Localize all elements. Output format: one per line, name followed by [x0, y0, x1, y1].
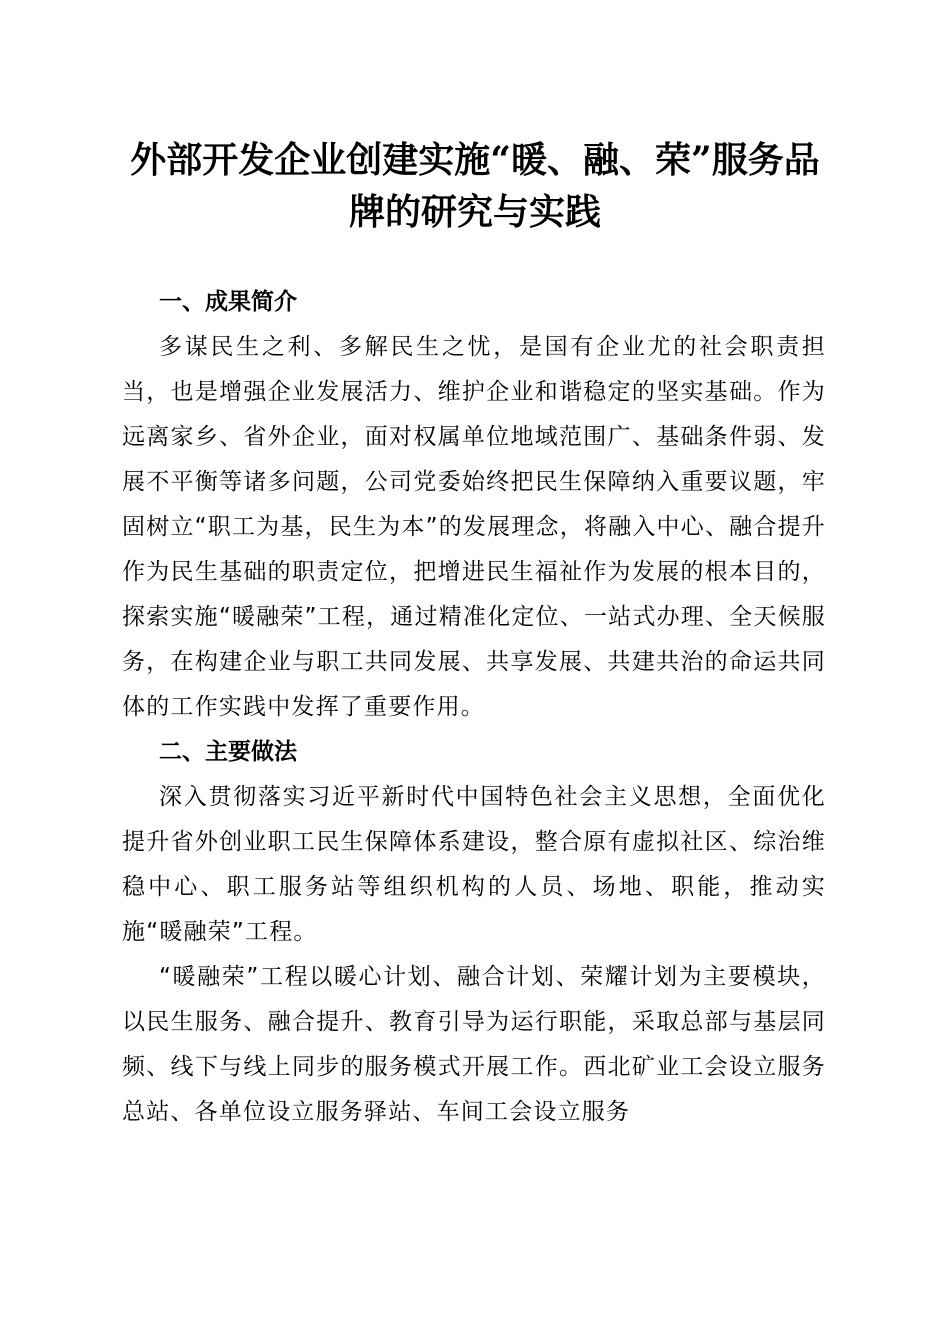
section-heading-methods: 二、主要做法	[159, 739, 297, 765]
document-title	[90, 134, 860, 238]
summary-paragraph: 多谋民生之利、多解民生之忧，是国有企业尤的社会职责担当，也是增强企业发展活力、维护企业和谐稳定的坚实基础。作为远离家乡、省外企业，面对权属单位地域范围广、基础条件弱、发展不平衡等诸多问题，公司党委始终把民生保障纳入重要议题，牢固树立“职工为基，民生为本”的发展理念，将融入中心、融合提升作为民生基础的职责定位，把增进民生福祉作为发展的根本目的，探索实施“暖融荣”工程，通过精准化定位、一站式办理、全天候服务，在构建企业与职工共同发展、共享发展、共建共治的命运共同体的工作实践中发挥了重要作用。	[122, 334, 826, 720]
title-line-1: 外部开发企业创建实施“暖、融、荣”服务品	[130, 139, 820, 181]
document-body	[122, 280, 826, 1135]
section-heading-summary: 一、成果简介	[159, 289, 297, 315]
methods-paragraph-2: “暖融荣”工程以暖心计划、融合计划、荣耀计划为主要模块，以民生服务、融合提升、教育引导为运行职能，采取总部与基层同频、线下与线上同步的服务模式开展工作。西北矿业工会设立服务总站、各单位设立服务驿站、车间工会设立服务	[122, 964, 826, 1125]
title-line-2: 牌的研究与实践	[348, 191, 601, 233]
methods-paragraph-1: 深入贯彻落实习近平新时代中国特色社会主义思想，全面优化提升省外创业职工民生保障体系建设，整合原有虚拟社区、综治维稳中心、职工服务站等组织机构的人员、场地、职能，推动实施“暖融荣”工程。	[122, 784, 826, 945]
